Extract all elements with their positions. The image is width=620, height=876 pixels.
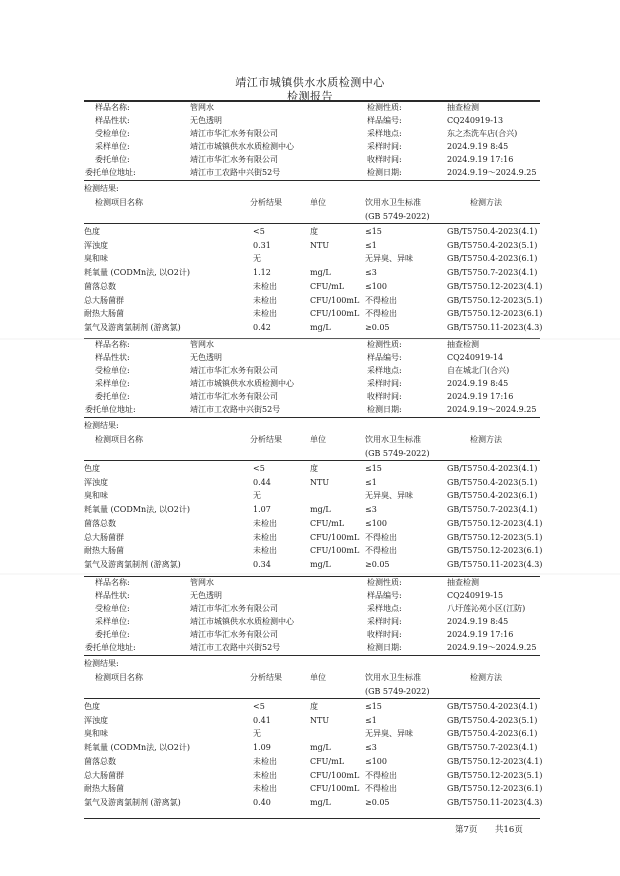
info-value-client-unit: 靖江市华汇水务有限公司 bbox=[190, 630, 278, 639]
info-rule bbox=[84, 180, 540, 181]
row-method: GB/T5750.4-2023(6.1) bbox=[447, 729, 538, 739]
row-standard: ≤3 bbox=[365, 743, 377, 753]
row-method: GB/T5750.7-2023(4.1) bbox=[447, 268, 538, 278]
test-section bbox=[0, 103, 620, 343]
table-row bbox=[0, 757, 620, 770]
col-header-unit: 单位 bbox=[310, 435, 326, 444]
col-header-standard: 饮用水卫生标准 bbox=[365, 198, 421, 207]
info-value-sampling-time: 2024.9.19 8:45 bbox=[447, 617, 509, 626]
table-row bbox=[0, 227, 620, 240]
row-method: GB/T5750.7-2023(4.1) bbox=[447, 743, 538, 753]
row-item: 耗氧量 (CODMn法, 以O2计) bbox=[84, 743, 190, 753]
row-standard: 不得检出 bbox=[365, 309, 397, 319]
table-row bbox=[0, 491, 620, 504]
row-standard: ≤1 bbox=[365, 477, 377, 487]
col-header-item: 检测项目名称 bbox=[95, 673, 143, 682]
row-unit: CFU/mL bbox=[310, 756, 345, 766]
row-method: GB/T5750.4-2023(6.1) bbox=[447, 491, 538, 501]
info-value-sampling-location: 东之杰洗车店(合兴) bbox=[447, 129, 518, 138]
info-label-client-address: 委托单位地址: bbox=[85, 168, 136, 177]
row-result: 1.09 bbox=[253, 743, 271, 753]
row-item: 氯气及游离氯制剂 (游离氯) bbox=[84, 797, 181, 807]
info-label-sample-nature: 样品性状: bbox=[95, 116, 130, 125]
section-top-rule bbox=[84, 576, 540, 577]
info-value-sample-name: 管网水 bbox=[190, 578, 214, 587]
info-label-sample-name: 样品名称: bbox=[95, 578, 130, 587]
info-label-client-unit: 委托单位: bbox=[95, 155, 130, 164]
info-label-sampling-location: 采样地点: bbox=[367, 129, 402, 138]
row-method: GB/T5750.12-2023(4.1) bbox=[447, 281, 543, 291]
info-value-sample-nature: 无色透明 bbox=[190, 591, 222, 600]
info-value-sample-name: 管网水 bbox=[190, 340, 214, 349]
table-row bbox=[0, 505, 620, 518]
info-label-sampling-unit: 采样单位: bbox=[95, 142, 130, 151]
row-method: GB/T5750.7-2023(4.1) bbox=[447, 505, 538, 515]
info-value-sampling-unit: 靖江市城镇供水水质检测中心 bbox=[190, 379, 294, 388]
row-item: 浑浊度 bbox=[84, 240, 108, 250]
row-method: GB/T5750.12-2023(6.1) bbox=[447, 309, 543, 319]
row-result: 无 bbox=[253, 254, 261, 264]
info-value-client-address: 靖江市工农路中兴街52号 bbox=[190, 168, 281, 177]
row-result: 0.44 bbox=[253, 477, 271, 487]
info-value-sampling-unit: 靖江市城镇供水水质检测中心 bbox=[190, 142, 294, 151]
row-result: 0.31 bbox=[253, 240, 271, 250]
row-item: 色度 bbox=[84, 464, 100, 473]
header-rule bbox=[84, 698, 540, 699]
table-row bbox=[0, 784, 620, 797]
info-value-sampling-location: 八圩莲沁苑小区(江防) bbox=[447, 604, 526, 613]
row-result: 未检出 bbox=[253, 770, 277, 780]
info-label-sample-number: 样品编号: bbox=[367, 591, 402, 600]
col-header-standard: 饮用水卫生标准 bbox=[365, 435, 421, 444]
row-method: GB/T5750.11-2023(4.3) bbox=[447, 797, 543, 807]
info-label-test-nature: 检测性质: bbox=[367, 340, 402, 349]
info-label-sample-name: 样品名称: bbox=[95, 103, 130, 112]
row-item: 氯气及游离氯制剂 (游离氯) bbox=[84, 322, 181, 332]
table-row bbox=[0, 560, 620, 573]
table-row bbox=[0, 546, 620, 559]
row-standard: 不得检出 bbox=[365, 770, 397, 780]
row-item: 菌落总数 bbox=[84, 518, 116, 528]
row-item: 总大肠菌群 bbox=[84, 532, 124, 542]
info-value-receiving-time: 2024.9.19 17:16 bbox=[447, 630, 514, 639]
col-header-item: 检测项目名称 bbox=[95, 198, 143, 207]
row-result: 0.42 bbox=[253, 322, 271, 332]
row-result: 0.40 bbox=[253, 797, 271, 807]
info-label-sampling-time: 采样时间: bbox=[367, 617, 402, 626]
row-result: 无 bbox=[253, 729, 261, 739]
row-method: GB/T5750.4-2023(4.1) bbox=[447, 702, 538, 711]
info-label-sampling-time: 采样时间: bbox=[367, 379, 402, 388]
info-label-sampling-time: 采样时间: bbox=[367, 142, 402, 151]
table-row bbox=[0, 729, 620, 742]
info-value-client-address: 靖江市工农路中兴街52号 bbox=[190, 405, 281, 414]
page-number: 第7页 bbox=[455, 825, 478, 835]
row-result: 未检出 bbox=[253, 309, 277, 319]
row-method: GB/T5750.11-2023(4.3) bbox=[447, 559, 543, 569]
test-section bbox=[0, 578, 620, 818]
section-top-rule bbox=[84, 101, 540, 102]
info-label-sampling-location: 采样地点: bbox=[367, 604, 402, 613]
row-method: GB/T5750.12-2023(5.1) bbox=[447, 295, 543, 305]
row-result: 未检出 bbox=[253, 756, 277, 766]
row-standard: ≤100 bbox=[365, 518, 387, 528]
row-item: 臭和味 bbox=[84, 491, 108, 501]
row-item: 耗氧量 (CODMn法, 以O2计) bbox=[84, 505, 190, 515]
row-method: GB/T5750.12-2023(6.1) bbox=[447, 784, 543, 794]
table-row bbox=[0, 533, 620, 546]
info-value-sampling-unit: 靖江市城镇供水水质检测中心 bbox=[190, 617, 294, 626]
row-result: 无 bbox=[253, 491, 261, 501]
row-item: 臭和味 bbox=[84, 254, 108, 264]
table-row bbox=[0, 716, 620, 729]
table-row bbox=[0, 771, 620, 784]
row-method: GB/T5750.12-2023(6.1) bbox=[447, 546, 543, 556]
row-unit: 度 bbox=[310, 702, 318, 711]
table-row bbox=[0, 702, 620, 715]
info-value-test-nature: 抽查检测 bbox=[447, 103, 479, 112]
row-unit: 度 bbox=[310, 464, 318, 473]
info-value-receiving-time: 2024.9.19 17:16 bbox=[447, 392, 514, 401]
info-label-commissioned-unit: 受检单位: bbox=[95, 604, 130, 613]
results-label: 检测结果: bbox=[84, 184, 119, 193]
table-row bbox=[0, 519, 620, 532]
info-value-sampling-time: 2024.9.19 8:45 bbox=[447, 379, 509, 388]
col-header-standard-ref: (GB 5749-2022) bbox=[365, 212, 430, 221]
col-header-standard-ref: (GB 5749-2022) bbox=[365, 449, 430, 458]
info-value-client-unit: 靖江市华汇水务有限公司 bbox=[190, 392, 278, 401]
info-value-test-nature: 抽查检测 bbox=[447, 578, 479, 587]
col-header-standard-ref: (GB 5749-2022) bbox=[365, 687, 430, 696]
row-result: 1.12 bbox=[253, 268, 271, 278]
row-method: GB/T5750.12-2023(4.1) bbox=[447, 518, 543, 528]
row-unit: mg/L bbox=[310, 505, 331, 515]
test-section bbox=[0, 340, 620, 580]
results-label: 检测结果: bbox=[84, 421, 119, 430]
info-label-commissioned-unit: 受检单位: bbox=[95, 366, 130, 375]
col-header-method: 检测方法 bbox=[470, 435, 502, 444]
row-unit: CFU/100mL bbox=[310, 532, 360, 542]
info-value-sampling-time: 2024.9.19 8:45 bbox=[447, 142, 509, 151]
info-value-receiving-time: 2024.9.19 17:16 bbox=[447, 155, 514, 164]
row-standard: 不得检出 bbox=[365, 532, 397, 542]
row-standard: ≥0.05 bbox=[365, 322, 390, 332]
info-value-commissioned-unit: 靖江市华汇水务有限公司 bbox=[190, 366, 278, 375]
row-unit: NTU bbox=[310, 477, 330, 487]
row-result: 未检出 bbox=[253, 518, 277, 528]
row-unit: mg/L bbox=[310, 268, 331, 278]
row-unit: CFU/mL bbox=[310, 281, 345, 291]
info-label-client-unit: 委托单位: bbox=[95, 630, 130, 639]
row-item: 总大肠菌群 bbox=[84, 295, 124, 305]
info-value-client-address: 靖江市工农路中兴街52号 bbox=[190, 643, 281, 652]
row-method: GB/T5750.4-2023(5.1) bbox=[447, 715, 538, 725]
table-row bbox=[0, 478, 620, 491]
row-method: GB/T5750.4-2023(5.1) bbox=[447, 477, 538, 487]
col-header-method: 检测方法 bbox=[470, 198, 502, 207]
row-item: 浑浊度 bbox=[84, 715, 108, 725]
info-label-sample-nature: 样品性状: bbox=[95, 353, 130, 362]
row-unit: NTU bbox=[310, 715, 330, 725]
row-standard: ≤1 bbox=[365, 715, 377, 725]
bottom-rule bbox=[84, 818, 540, 819]
row-standard: ≤100 bbox=[365, 756, 387, 766]
row-unit: mg/L bbox=[310, 743, 331, 753]
info-value-sample-name: 管网水 bbox=[190, 103, 214, 112]
row-unit: CFU/100mL bbox=[310, 309, 360, 319]
institution-title: 靖江市城镇供水水质检测中心 bbox=[235, 76, 385, 89]
row-result: 1.07 bbox=[253, 505, 271, 515]
row-result: <5 bbox=[253, 227, 265, 236]
info-label-sample-number: 样品编号: bbox=[367, 353, 402, 362]
header-rule bbox=[84, 223, 540, 224]
table-row bbox=[0, 323, 620, 336]
info-value-sample-nature: 无色透明 bbox=[190, 116, 222, 125]
row-method: GB/T5750.11-2023(4.3) bbox=[447, 322, 543, 332]
info-label-sample-number: 样品编号: bbox=[367, 116, 402, 125]
info-label-test-nature: 检测性质: bbox=[367, 578, 402, 587]
row-item: 耐热大肠菌 bbox=[84, 784, 124, 794]
info-label-client-unit: 委托单位: bbox=[95, 392, 130, 401]
table-row bbox=[0, 798, 620, 811]
info-value-sample-number: CQ240919-15 bbox=[447, 591, 504, 600]
row-item: 浑浊度 bbox=[84, 477, 108, 487]
info-value-sample-number: CQ240919-13 bbox=[447, 116, 504, 125]
table-row bbox=[0, 268, 620, 281]
row-item: 总大肠菌群 bbox=[84, 770, 124, 780]
col-header-unit: 单位 bbox=[310, 198, 326, 207]
row-standard: 无异臭、异味 bbox=[365, 491, 413, 501]
row-result: 未检出 bbox=[253, 532, 277, 542]
col-header-result: 分析结果 bbox=[250, 673, 282, 682]
info-label-sample-name: 样品名称: bbox=[95, 340, 130, 349]
info-rule bbox=[84, 655, 540, 656]
info-value-sampling-location: 自在城北门(合兴) bbox=[447, 366, 510, 375]
info-label-test-date: 检测日期: bbox=[367, 168, 402, 177]
info-label-test-date: 检测日期: bbox=[367, 405, 402, 414]
row-result: 未检出 bbox=[253, 546, 277, 556]
col-header-result: 分析结果 bbox=[250, 435, 282, 444]
info-value-test-nature: 抽查检测 bbox=[447, 340, 479, 349]
row-item: 色度 bbox=[84, 227, 100, 236]
table-row bbox=[0, 296, 620, 309]
row-unit: CFU/100mL bbox=[310, 295, 360, 305]
report-title: 检测报告 bbox=[287, 90, 333, 103]
row-unit: CFU/100mL bbox=[310, 770, 360, 780]
info-value-commissioned-unit: 靖江市华汇水务有限公司 bbox=[190, 129, 278, 138]
row-item: 耐热大肠菌 bbox=[84, 546, 124, 556]
row-standard: ≤100 bbox=[365, 281, 387, 291]
table-row bbox=[0, 743, 620, 756]
row-method: GB/T5750.12-2023(5.1) bbox=[447, 770, 543, 780]
col-header-result: 分析结果 bbox=[250, 198, 282, 207]
row-standard: ≥0.05 bbox=[365, 559, 390, 569]
row-unit: mg/L bbox=[310, 322, 331, 332]
info-label-sampling-unit: 采样单位: bbox=[95, 379, 130, 388]
info-value-sample-nature: 无色透明 bbox=[190, 353, 222, 362]
row-standard: 不得检出 bbox=[365, 295, 397, 305]
col-header-standard: 饮用水卫生标准 bbox=[365, 673, 421, 682]
row-method: GB/T5750.12-2023(5.1) bbox=[447, 532, 543, 542]
table-row bbox=[0, 254, 620, 267]
row-result: 0.34 bbox=[253, 559, 271, 569]
header-rule bbox=[84, 460, 540, 461]
row-method: GB/T5750.4-2023(5.1) bbox=[447, 240, 538, 250]
info-value-test-date: 2024.9.19～2024.9.25 bbox=[447, 405, 537, 414]
row-item: 菌落总数 bbox=[84, 756, 116, 766]
row-result: 未检出 bbox=[253, 295, 277, 305]
row-item: 耐热大肠菌 bbox=[84, 309, 124, 319]
row-method: GB/T5750.4-2023(6.1) bbox=[447, 254, 538, 264]
table-row bbox=[0, 464, 620, 477]
info-label-sample-nature: 样品性状: bbox=[95, 591, 130, 600]
row-item: 臭和味 bbox=[84, 729, 108, 739]
row-standard: ≤15 bbox=[365, 227, 382, 236]
row-standard: 不得检出 bbox=[365, 784, 397, 794]
info-label-client-address: 委托单位地址: bbox=[85, 405, 136, 414]
row-standard: ≤15 bbox=[365, 464, 382, 473]
table-row bbox=[0, 241, 620, 254]
row-result: <5 bbox=[253, 702, 265, 711]
row-unit: 度 bbox=[310, 227, 318, 236]
info-value-commissioned-unit: 靖江市华汇水务有限公司 bbox=[190, 604, 278, 613]
info-label-client-address: 委托单位地址: bbox=[85, 643, 136, 652]
info-label-sampling-unit: 采样单位: bbox=[95, 617, 130, 626]
info-label-test-nature: 检测性质: bbox=[367, 103, 402, 112]
row-standard: 无异臭、异味 bbox=[365, 254, 413, 264]
info-label-receiving-time: 收样时间: bbox=[367, 630, 402, 639]
info-label-commissioned-unit: 受检单位: bbox=[95, 129, 130, 138]
row-item: 菌落总数 bbox=[84, 281, 116, 291]
row-unit: CFU/100mL bbox=[310, 546, 360, 556]
info-label-sampling-location: 采样地点: bbox=[367, 366, 402, 375]
row-unit: CFU/100mL bbox=[310, 784, 360, 794]
row-unit: mg/L bbox=[310, 797, 331, 807]
row-standard: ≤3 bbox=[365, 268, 377, 278]
row-standard: ≤15 bbox=[365, 702, 382, 711]
info-label-test-date: 检测日期: bbox=[367, 643, 402, 652]
row-method: GB/T5750.12-2023(4.1) bbox=[447, 756, 543, 766]
row-result: <5 bbox=[253, 464, 265, 473]
col-header-unit: 单位 bbox=[310, 673, 326, 682]
info-value-test-date: 2024.9.19～2024.9.25 bbox=[447, 643, 537, 652]
info-value-test-date: 2024.9.19～2024.9.25 bbox=[447, 168, 537, 177]
row-standard: ≤1 bbox=[365, 240, 377, 250]
row-unit: mg/L bbox=[310, 559, 331, 569]
col-header-method: 检测方法 bbox=[470, 673, 502, 682]
row-unit: NTU bbox=[310, 240, 330, 250]
row-method: GB/T5750.4-2023(4.1) bbox=[447, 464, 538, 473]
info-label-receiving-time: 收样时间: bbox=[367, 155, 402, 164]
row-result: 未检出 bbox=[253, 784, 277, 794]
row-standard: 无异臭、异味 bbox=[365, 729, 413, 739]
row-item: 色度 bbox=[84, 702, 100, 711]
page-total: 共16页 bbox=[495, 825, 523, 835]
row-standard: 不得检出 bbox=[365, 546, 397, 556]
results-label: 检测结果: bbox=[84, 659, 119, 668]
info-value-client-unit: 靖江市华汇水务有限公司 bbox=[190, 155, 278, 164]
section-top-rule bbox=[84, 338, 540, 339]
row-method: GB/T5750.4-2023(4.1) bbox=[447, 227, 538, 236]
col-header-item: 检测项目名称 bbox=[95, 435, 143, 444]
row-result: 0.41 bbox=[253, 715, 271, 725]
table-row bbox=[0, 282, 620, 295]
info-rule bbox=[84, 417, 540, 418]
row-unit: CFU/mL bbox=[310, 518, 345, 528]
row-standard: ≥0.05 bbox=[365, 797, 390, 807]
row-item: 耗氧量 (CODMn法, 以O2计) bbox=[84, 268, 190, 278]
info-label-receiving-time: 收样时间: bbox=[367, 392, 402, 401]
table-row bbox=[0, 309, 620, 322]
row-result: 未检出 bbox=[253, 281, 277, 291]
row-standard: ≤3 bbox=[365, 505, 377, 515]
info-value-sample-number: CQ240919-14 bbox=[447, 353, 504, 362]
row-item: 氯气及游离氯制剂 (游离氯) bbox=[84, 559, 181, 569]
